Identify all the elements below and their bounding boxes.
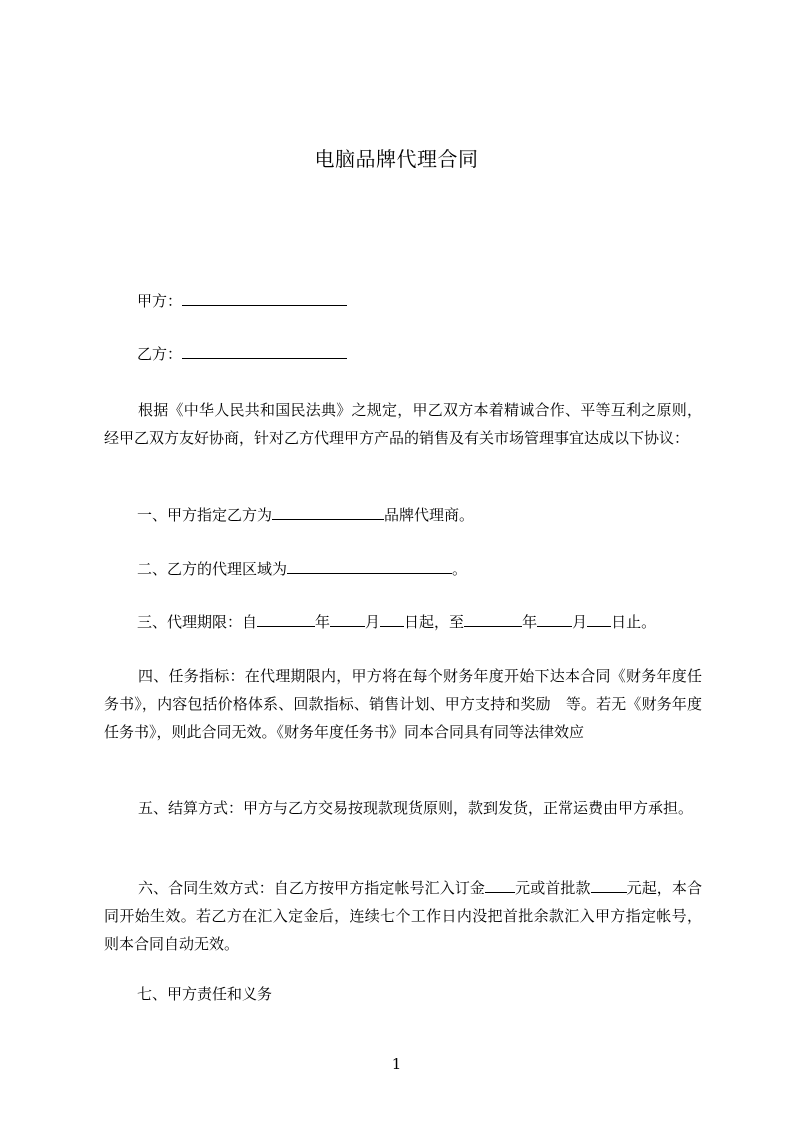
clause-2-blank [287,559,452,574]
clause-2 [137,558,467,580]
clause-3 [137,611,656,633]
clause-3-day-1: 日起，至 [404,613,465,631]
party-b-blank [182,344,347,359]
clause-3-year-1: 年 [315,613,331,631]
party-a-blank [182,291,347,306]
clause-1-prefix: 一、甲方指定乙方为 [137,506,273,524]
page-number: 1 [391,1055,402,1073]
clause-2-prefix: 二、乙方的代理区域为 [137,560,288,578]
clause-3-month-2: 月 [572,613,588,631]
deposit-amount-blank [485,878,515,893]
party-b-line [137,343,347,365]
clause-3-year-2: 年 [522,613,538,631]
clause-5-paragraph: 五、结算方式：甲方与乙方交易按现款现货原则，款到发货，正常运费由甲方承担。 [138,799,694,817]
party-b-label: 乙方： [137,345,183,363]
document-title: 电脑品牌代理合同 [314,147,479,171]
end-month-blank [537,612,572,627]
clause-6-middle: 元或首批款 [515,879,591,897]
end-year-blank [464,612,522,627]
intro-paragraph: 根据《中华人民共和国民法典》之规定，甲乙双方本着精诚合作、平等互利之原则，经甲乙双方友好协商，针对乙方代理甲方产品的销售及有关市场管理事宜达成以下协议： [104,401,702,447]
clause-6-paragraph [104,874,702,958]
first-payment-blank [591,878,627,893]
party-a-line [137,290,347,312]
clause-7-heading: 七、甲方责任和义务 [137,985,273,1003]
clause-1-suffix: 品牌代理商。 [384,506,475,524]
clause-2-suffix: 。 [452,560,468,578]
clause-3-month-1: 月 [365,613,381,631]
start-year-blank [257,612,315,627]
start-month-blank [330,612,365,627]
clause-6-suffix: 元起，本合同开始生效。若乙方在汇入定金后，连续七个工作日内没把首批余款汇入甲方指定帐号，则本合同自动无效。 [104,879,702,953]
party-a-label: 甲方： [137,292,183,310]
clause-1-blank [272,505,384,520]
start-day-blank [380,612,404,627]
clause-3-day-2: 日止。 [611,613,657,631]
end-day-blank [587,612,611,627]
clause-4-paragraph: 四、任务指标：在代理期限内，甲方将在每个财务年度开始下达本合同《财务年度任务书》，内容包括价格体系、回款指标、销售计划、甲方支持和奖励 等。若无《财务年度任务书》，则此合同无效。《财务年度任务书》同本合同具有同等法律效应 [104,667,702,741]
clause-3-prefix: 三、代理期限：自 [137,613,258,631]
clause-1 [137,504,474,526]
clause-6-prefix: 六、合同生效方式：自乙方按甲方指定帐号汇入订金 [138,879,486,897]
